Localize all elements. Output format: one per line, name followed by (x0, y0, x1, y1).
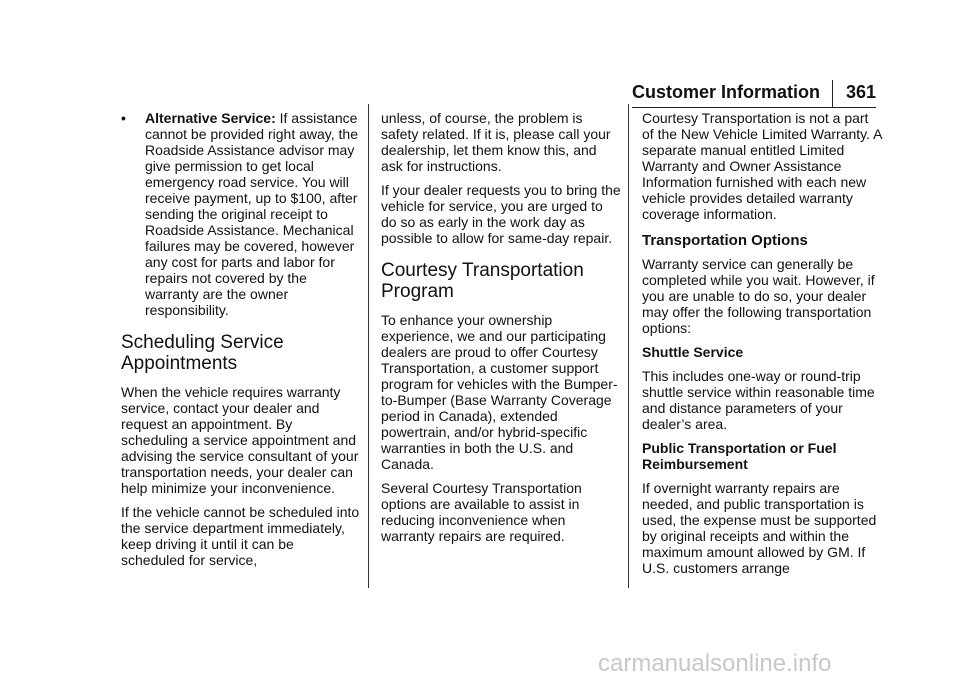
paragraph: If overnight warranty repairs are needed, and public transportation is used, the expense must be supported by original receipts and within the maximum amount allowed by GM. If U.S. customers arrange (642, 480, 877, 576)
paragraph: If the vehicle cannot be scheduled into the service department immediately, keep driving it until it can be scheduled for service, (121, 504, 360, 568)
column-divider (368, 104, 369, 588)
header-divider (832, 80, 833, 108)
watermark: carmanualsonline.info (598, 650, 832, 677)
paragraph: unless, of course, the problem is safety related. If it is, please call your dealership, let them know this, and ask for instructions. (381, 110, 611, 174)
paragraph: Several Courtesy Transportation options are available to assist in reducing inconvenience when warranty repairs are required. (381, 480, 582, 544)
paragraph: Courtesy Transportation is not a part of the New Vehicle Limited Warranty. A separate manual entitled Limited Warranty and Owner Assistance Information furnished with each new vehicle provides detailed warranty coverage information. (642, 110, 882, 222)
bullet-text: If assistance cannot be provided right away, the Roadside Assistance advisor may give permission to get local emergency road service. You will receive payment, up to $100, after sending the original receipt to Roadside Assistance. Mechanical failures may be covered, however any cost for parts and labor for repairs not covered by the warranty are the owner responsibility. (145, 110, 358, 318)
bullet-item (121, 110, 361, 318)
column-3 (642, 110, 882, 584)
page-header (632, 80, 876, 108)
paragraph: When the vehicle requires warranty service, contact your dealer and request an appointment. By scheduling a service appointment and advising the service consultant of your transportation needs, your dealer can help minimize your inconvenience. (121, 384, 359, 496)
heading-transportation-options: Transportation Options (642, 232, 808, 249)
subheading-public-transportation: Public Transportation or Fuel Reimbursement (642, 440, 837, 472)
paragraph: If your dealer requests you to bring the vehicle for service, you are urged to do so as early in the work day as possible to allow for same-day repair. (381, 182, 621, 246)
heading-courtesy-transportation: Courtesy Transportation Program (381, 260, 584, 302)
heading-scheduling-service: Scheduling Service Appointments (121, 332, 284, 374)
column-divider (628, 104, 629, 588)
page-number: 361 (845, 82, 876, 102)
bullet-icon: • (121, 110, 126, 126)
paragraph: Warranty service can generally be completed while you wait. However, if you are unable to do so, your dealer may offer the following transportation options: (642, 256, 875, 336)
bullet-label: Alternative Service: (145, 110, 276, 126)
subheading-shuttle-service: Shuttle Service (642, 344, 744, 360)
paragraph: This includes one-way or round-trip shuttle service within reasonable time and distance parameters of your dealer’s area. (642, 368, 875, 432)
paragraph: To enhance your ownership experience, we and our participating dealers are proud to offer Courtesy Transportation, a customer support program for vehicles with the Bumper-to-Bumper (Base Warranty Coverage period in Canada), extended powertrain, and/or hybrid-specific warranties in both the U.S. and Canada. (381, 312, 618, 472)
column-1 (121, 110, 361, 576)
header-rule (632, 107, 876, 108)
column-2 (381, 110, 621, 552)
section-title: Customer Information (632, 82, 821, 102)
